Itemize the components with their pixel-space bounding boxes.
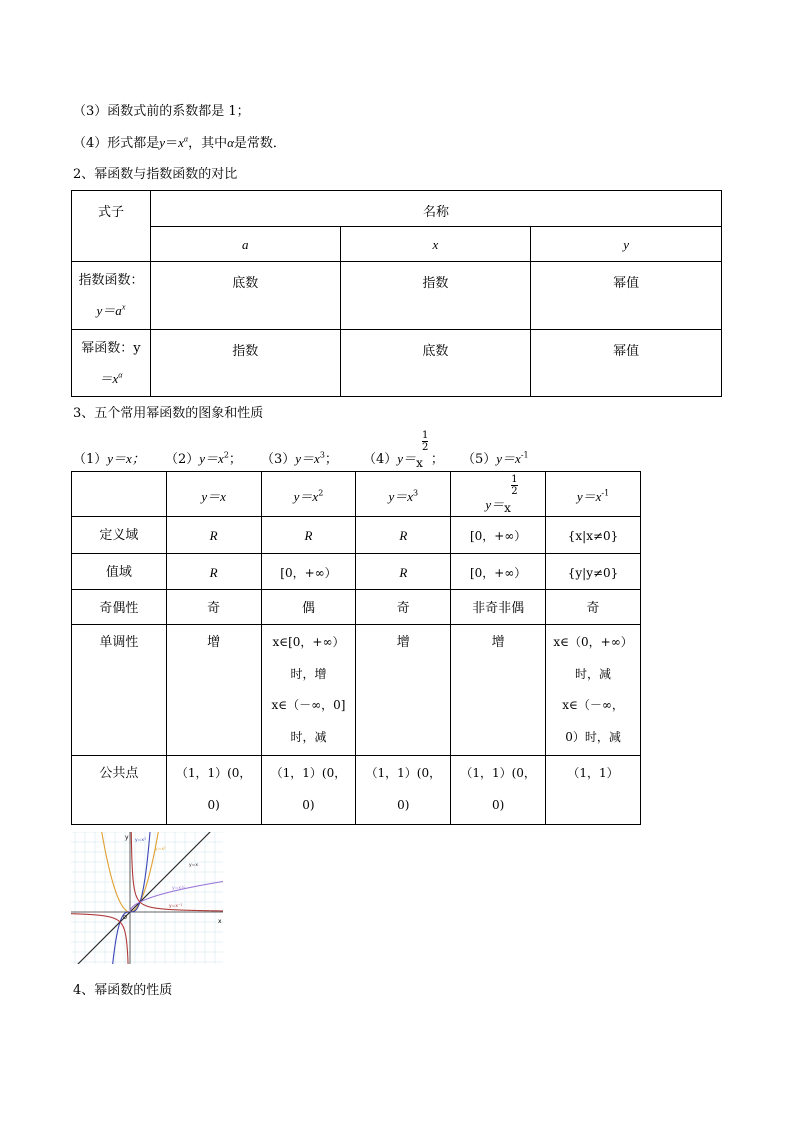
intro-line-4 <box>73 135 286 152</box>
section2-title: 2、幂函数与指数函数的对比 <box>73 167 238 182</box>
formula: y＝ <box>485 497 505 512</box>
cell: 增 <box>356 625 451 756</box>
cell: [0，+∞） <box>261 554 356 590</box>
den: 2 <box>422 442 429 453</box>
exp: 2 <box>318 488 324 498</box>
origin-label: O <box>123 915 127 921</box>
x-axis-label: x <box>218 918 222 925</box>
text: ，其中 <box>188 136 228 151</box>
line: （1，1）(0， <box>270 766 347 780</box>
header-y: y <box>531 227 722 262</box>
header-f1 <box>166 472 261 517</box>
header-empty <box>72 472 167 517</box>
frac-exp <box>511 474 517 497</box>
label-formula <box>72 296 150 327</box>
cell <box>356 756 451 825</box>
line: x∈[0，+∞） <box>272 635 345 649</box>
cell: 幂值 <box>531 262 722 330</box>
label-cube: y=x³ <box>135 838 146 843</box>
label-line: 幂函数：y <box>81 341 141 356</box>
exp: -1 <box>520 450 529 460</box>
cell: 增 <box>166 625 261 756</box>
cell: 增 <box>451 625 546 756</box>
item-1 <box>73 448 145 467</box>
exp: 3 <box>413 488 419 498</box>
cell <box>451 756 546 825</box>
sep: ； <box>228 452 242 467</box>
line: （1，1）(0， <box>460 766 536 780</box>
header-x: x <box>340 227 531 262</box>
line: 0) <box>207 797 220 812</box>
num: 1 <box>511 474 518 485</box>
cell: 奇 <box>356 590 451 625</box>
cell: 指数 <box>150 330 340 397</box>
cell <box>261 625 356 756</box>
header-f4 <box>451 472 546 517</box>
label-linear: y=x <box>189 863 199 868</box>
cell: 底数 <box>340 330 531 397</box>
cell: 底数 <box>150 262 340 330</box>
formula: y＝ <box>397 451 417 466</box>
line: （1，1）(0， <box>365 766 442 780</box>
label-inverse: y=x⁻¹ <box>169 904 183 909</box>
line: 0）时，减 <box>565 729 621 744</box>
idx: （3） <box>261 452 296 467</box>
line: （1，1）(0， <box>175 766 252 780</box>
intro-line-3: （3）函数式前的系数都是 1； <box>73 104 250 119</box>
den: 2 <box>511 486 518 497</box>
base: x <box>416 456 423 470</box>
cell: 非奇非偶 <box>451 590 546 625</box>
item-4 <box>363 430 444 470</box>
header-formula: 式子 <box>72 191 151 262</box>
row-label: 单调性 <box>72 625 167 756</box>
line: 0) <box>491 797 505 812</box>
line: 时，增 <box>290 666 327 681</box>
power-functions-graph <box>71 832 223 964</box>
row-label: 奇偶性 <box>72 590 167 625</box>
var-alpha: α <box>227 135 234 150</box>
cell: 奇 <box>546 590 641 625</box>
table-row <box>72 330 722 397</box>
cell: 奇 <box>166 590 261 625</box>
cell: [0，+∞） <box>451 517 546 554</box>
section3-title: 3、五个常用幂函数的图象和性质 <box>73 406 264 421</box>
formula: y＝x <box>388 489 414 504</box>
label-line: 指数函数： <box>78 273 144 288</box>
formula: ＝x <box>99 371 119 386</box>
row-label <box>72 262 151 330</box>
formula: y＝x <box>496 451 521 466</box>
var-y: y <box>159 135 166 150</box>
cell: R <box>261 517 356 554</box>
header-f3 <box>356 472 451 517</box>
section4-title: 4、幂函数的性质 <box>73 983 173 998</box>
eq: ＝ <box>165 136 179 151</box>
sep: ； <box>324 452 338 467</box>
comparison-table <box>71 190 722 397</box>
label-formula <box>72 364 150 395</box>
table-row <box>72 590 641 625</box>
cell: R <box>166 554 261 590</box>
row-label: 定义域 <box>72 517 167 554</box>
cell: 幂值 <box>531 330 722 397</box>
cell <box>166 756 261 825</box>
cell <box>261 756 356 825</box>
cell: {x|x≠0} <box>546 517 641 554</box>
idx: （2） <box>165 452 200 467</box>
header-a: a <box>150 227 340 262</box>
text: 是常数． <box>233 136 286 151</box>
cell: R <box>356 554 451 590</box>
cell: （1，1） <box>546 756 641 825</box>
line: 时，减 <box>290 729 327 744</box>
header-name: 名称 <box>150 191 721 227</box>
table-row <box>72 517 641 554</box>
label-square: y=x² <box>155 847 166 852</box>
exp: 3 <box>319 450 325 460</box>
formula: y＝x <box>201 489 226 504</box>
cell: 偶 <box>261 590 356 625</box>
line: x∈（0，+∞） <box>553 635 633 649</box>
text: （4）形式都是 <box>73 136 160 151</box>
table-row <box>72 756 641 825</box>
cell: R <box>166 517 261 554</box>
exp: 2 <box>223 450 229 460</box>
idx: （5） <box>462 452 497 467</box>
label-sqrt: y=x½ <box>172 886 186 891</box>
item-5 <box>462 448 529 467</box>
sep: ； <box>430 452 444 467</box>
idx: （1） <box>73 452 108 467</box>
exp-alpha: α <box>183 134 189 144</box>
cell: R <box>356 517 451 554</box>
formula: y＝x； <box>107 451 145 466</box>
frac-exp <box>422 430 428 453</box>
num: 1 <box>422 430 429 441</box>
line: x∈（－∞，0] <box>271 698 346 712</box>
formula: y＝x <box>293 489 319 504</box>
row-label <box>72 330 151 397</box>
y-axis-label: y <box>125 834 129 841</box>
cell: {y|y≠0} <box>546 554 641 590</box>
item-3 <box>261 448 338 467</box>
formula: y＝x <box>295 451 320 466</box>
var-x: x <box>178 135 184 150</box>
cell <box>546 625 641 756</box>
exp: -1 <box>601 488 610 498</box>
idx: （4） <box>363 452 398 467</box>
cell: [0，+∞） <box>451 554 546 590</box>
row-label: 公共点 <box>72 756 167 825</box>
line: 时，减 <box>575 666 612 681</box>
exp: x <box>121 302 126 312</box>
table-row <box>72 554 641 590</box>
header-f2 <box>261 472 356 517</box>
formula: y＝a <box>96 303 122 318</box>
line: 0) <box>397 797 410 812</box>
formula: y＝x <box>199 451 224 466</box>
exp: α <box>118 370 123 380</box>
power-functions-table <box>71 471 641 825</box>
row-label: 值域 <box>72 554 167 590</box>
function-list <box>73 430 693 470</box>
table-row <box>72 625 641 756</box>
line: 0) <box>302 797 315 812</box>
line: x∈（－∞， <box>562 698 624 712</box>
formula: y＝x <box>576 489 602 504</box>
base: x <box>504 501 511 515</box>
item-2 <box>165 448 242 467</box>
table-row <box>72 262 722 330</box>
cell: 指数 <box>340 262 531 330</box>
header-f5 <box>546 472 641 517</box>
